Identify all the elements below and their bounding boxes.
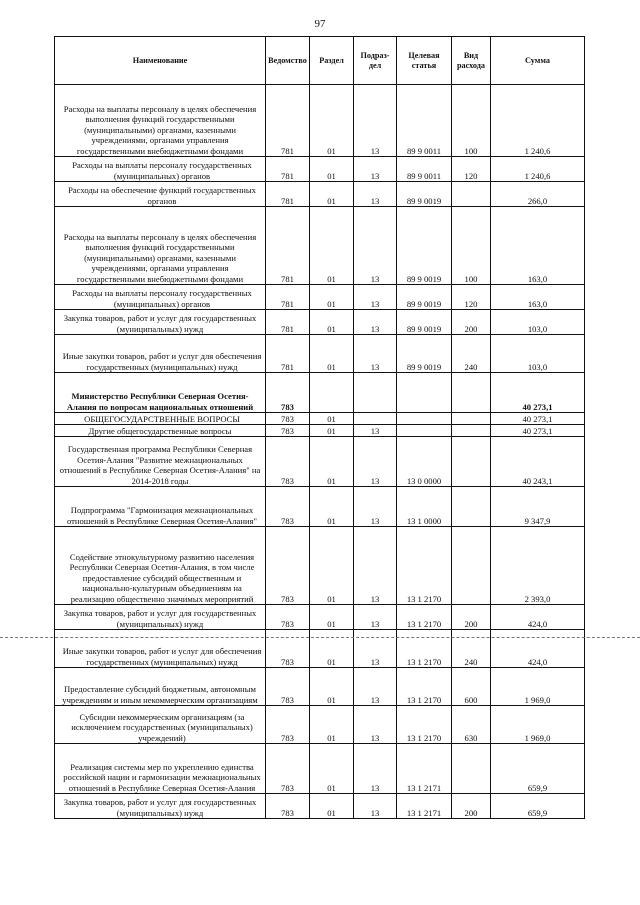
table-row (55, 157, 585, 182)
table-header-row (55, 37, 585, 85)
table-row (55, 207, 585, 285)
row-expense: 100 (452, 85, 491, 157)
row-section: 01 (310, 207, 354, 285)
row-target (397, 413, 452, 425)
row-name: Расходы на выплаты персоналу государственных (муниципальных) органов (55, 157, 266, 182)
row-subsection: 13 (354, 157, 397, 182)
row-dept: 783 (266, 668, 310, 706)
row-subsection: 13 (354, 207, 397, 285)
row-section: 01 (310, 182, 354, 207)
row-section: 01 (310, 487, 354, 527)
page-number: 97 (314, 18, 326, 30)
row-name: Закупка товаров, работ и услуг для государственных (муниципальных) нужд (55, 310, 266, 335)
row-dept: 783 (266, 744, 310, 794)
scan-artifact-line (0, 637, 640, 638)
row-target: 89 9 0011 (397, 157, 452, 182)
row-dept: 781 (266, 335, 310, 373)
table-row (55, 794, 585, 819)
row-target: 89 9 0019 (397, 285, 452, 310)
row-name: Закупка товаров, работ и услуг для государственных (муниципальных) нужд (55, 605, 266, 630)
row-expense: 630 (452, 706, 491, 744)
col-header-name: Наименование (55, 37, 266, 85)
row-expense: 200 (452, 605, 491, 630)
row-name: Содействие этнокультурному развитию населения Республики Северная Осетия-Алания, в том числе предоставление субсидий общественным и национально-культурным объединениям на реализацию общественно значимых мероприятий (55, 527, 266, 605)
table-row (55, 605, 585, 630)
row-target: 13 0 0000 (397, 437, 452, 487)
row-dept: 783 (266, 437, 310, 487)
row-sum: 40 243,1 (491, 437, 585, 487)
row-target: 89 9 0019 (397, 182, 452, 207)
row-section: 01 (310, 157, 354, 182)
row-sum: 40 273,1 (491, 425, 585, 437)
row-subsection: 13 (354, 335, 397, 373)
row-expense (452, 413, 491, 425)
row-subsection (354, 413, 397, 425)
row-expense (452, 425, 491, 437)
row-name: Предоставление субсидий бюджетным, автономным учреждениям и иным некоммерческим организациям (55, 668, 266, 706)
row-subsection: 13 (354, 425, 397, 437)
row-name: Закупка товаров, работ и услуг для государственных (муниципальных) нужд (55, 794, 266, 819)
table-row (55, 425, 585, 437)
row-expense (452, 182, 491, 207)
row-subsection: 13 (354, 487, 397, 527)
row-name: Расходы на выплаты персоналу государственных (муниципальных) органов (55, 285, 266, 310)
row-dept: 783 (266, 794, 310, 819)
row-target: 13 1 2170 (397, 527, 452, 605)
row-subsection: 13 (354, 182, 397, 207)
row-expense: 100 (452, 207, 491, 285)
row-sum: 2 393,0 (491, 527, 585, 605)
row-dept: 783 (266, 706, 310, 744)
row-name: Расходы на выплаты персоналу в целях обеспечения выполнения функций государственными (муниципальными) органами, казенными учреждениями, органами управления государственными внебюджетными фондами (55, 207, 266, 285)
row-expense: 120 (452, 157, 491, 182)
row-dept: 783 (266, 487, 310, 527)
row-expense: 240 (452, 335, 491, 373)
row-sum: 163,0 (491, 285, 585, 310)
table-row (55, 487, 585, 527)
row-sum: 1 240,6 (491, 85, 585, 157)
budget-table (54, 36, 585, 819)
row-name: Подпрограмма "Гармонизация межнациональных отношений в Республике Северная Осетия-Алания" (55, 487, 266, 527)
row-target (397, 425, 452, 437)
row-subsection: 13 (354, 668, 397, 706)
row-target (397, 373, 452, 413)
table-row (55, 285, 585, 310)
row-target: 89 9 0019 (397, 207, 452, 285)
col-header-section: Раздел (310, 37, 354, 85)
row-name: Реализация системы мер по укреплению единства российской нации и гармонизации межнациональных отношений в Республике Северная Осетия-Алания (55, 744, 266, 794)
table-row (55, 630, 585, 668)
row-dept: 781 (266, 285, 310, 310)
row-subsection (354, 373, 397, 413)
row-target: 13 1 0000 (397, 487, 452, 527)
row-section: 01 (310, 285, 354, 310)
row-name: Иные закупки товаров, работ и услуг для обеспечения государственных (муниципальных) нужд (55, 335, 266, 373)
row-expense (452, 487, 491, 527)
col-header-sum: Сумма (491, 37, 585, 85)
row-section: 01 (310, 794, 354, 819)
row-section: 01 (310, 335, 354, 373)
row-dept: 783 (266, 605, 310, 630)
row-dept: 781 (266, 310, 310, 335)
row-subsection: 13 (354, 527, 397, 605)
row-name: Министерство Республики Северная Осетия-Алания по вопросам национальных отношений (55, 373, 266, 413)
row-section: 01 (310, 630, 354, 668)
row-section: 01 (310, 437, 354, 487)
col-header-target: Целевая статья (397, 37, 452, 85)
row-section (310, 373, 354, 413)
row-name: ОБЩЕГОСУДАРСТВЕННЫЕ ВОПРОСЫ (55, 413, 266, 425)
row-dept: 781 (266, 182, 310, 207)
col-header-dept: Ведомство (266, 37, 310, 85)
row-dept: 781 (266, 85, 310, 157)
row-name: Расходы на обеспечение функций государственных органов (55, 182, 266, 207)
row-sum: 1 969,0 (491, 668, 585, 706)
row-subsection: 13 (354, 605, 397, 630)
col-header-expense: Вид расхода (452, 37, 491, 85)
row-name: Другие общегосударственные вопросы (55, 425, 266, 437)
row-target: 13 1 2171 (397, 794, 452, 819)
table-row (55, 182, 585, 207)
table-row (55, 310, 585, 335)
row-target: 13 1 2170 (397, 668, 452, 706)
row-sum: 659,9 (491, 744, 585, 794)
row-expense: 240 (452, 630, 491, 668)
row-expense (452, 437, 491, 487)
row-subsection: 13 (354, 794, 397, 819)
row-sum: 103,0 (491, 335, 585, 373)
row-section: 01 (310, 605, 354, 630)
row-section: 01 (310, 527, 354, 605)
row-subsection: 13 (354, 744, 397, 794)
row-section: 01 (310, 413, 354, 425)
row-target: 13 1 2170 (397, 605, 452, 630)
row-dept: 783 (266, 527, 310, 605)
row-section: 01 (310, 310, 354, 335)
row-dept: 783 (266, 413, 310, 425)
row-expense (452, 744, 491, 794)
row-expense (452, 527, 491, 605)
row-dept: 783 (266, 630, 310, 668)
row-sum: 424,0 (491, 605, 585, 630)
table-row (55, 437, 585, 487)
table-row (55, 668, 585, 706)
col-header-subsection: Подраз-дел (354, 37, 397, 85)
row-dept: 781 (266, 207, 310, 285)
row-subsection: 13 (354, 285, 397, 310)
row-sum: 40 273,1 (491, 373, 585, 413)
row-dept: 783 (266, 373, 310, 413)
row-section: 01 (310, 85, 354, 157)
table-row (55, 85, 585, 157)
row-name: Расходы на выплаты персоналу в целях обеспечения выполнения функций государственными (муниципальными) органами, казенными учреждениями, органами управления государственными внебюджетными фондами (55, 85, 266, 157)
row-dept: 781 (266, 157, 310, 182)
row-subsection: 13 (354, 310, 397, 335)
row-sum: 103,0 (491, 310, 585, 335)
row-target: 89 9 0019 (397, 335, 452, 373)
row-section: 01 (310, 744, 354, 794)
table-row (55, 706, 585, 744)
row-subsection: 13 (354, 706, 397, 744)
row-sum: 1 240,6 (491, 157, 585, 182)
row-sum: 424,0 (491, 630, 585, 668)
table-row (55, 413, 585, 425)
row-target: 13 1 2170 (397, 630, 452, 668)
row-expense: 120 (452, 285, 491, 310)
row-sum: 266,0 (491, 182, 585, 207)
row-sum: 659,9 (491, 794, 585, 819)
row-expense (452, 373, 491, 413)
table-row (55, 373, 585, 413)
table-row (55, 744, 585, 794)
row-sum: 1 969,0 (491, 706, 585, 744)
row-section: 01 (310, 706, 354, 744)
row-dept: 783 (266, 425, 310, 437)
table-row (55, 335, 585, 373)
row-sum: 163,0 (491, 207, 585, 285)
row-name: Субсидии некоммерческим организациям (за исключением государственных (муниципальных) учреждений) (55, 706, 266, 744)
row-expense: 200 (452, 794, 491, 819)
row-name: Иные закупки товаров, работ и услуг для обеспечения государственных (муниципальных) нужд (55, 630, 266, 668)
row-subsection: 13 (354, 630, 397, 668)
row-target: 89 9 0011 (397, 85, 452, 157)
row-target: 13 1 2171 (397, 744, 452, 794)
row-name: Государственная программа Республики Северная Осетия-Алания "Развитие межнациональных отношений в Республике Северная Осетия-Алания" на 2014-2018 годы (55, 437, 266, 487)
row-sum: 9 347,9 (491, 487, 585, 527)
row-target: 89 9 0019 (397, 310, 452, 335)
table-row (55, 527, 585, 605)
row-subsection: 13 (354, 437, 397, 487)
row-section: 01 (310, 425, 354, 437)
row-target: 13 1 2170 (397, 706, 452, 744)
row-expense: 200 (452, 310, 491, 335)
row-subsection: 13 (354, 85, 397, 157)
row-expense: 600 (452, 668, 491, 706)
row-sum: 40 273,1 (491, 413, 585, 425)
row-section: 01 (310, 668, 354, 706)
